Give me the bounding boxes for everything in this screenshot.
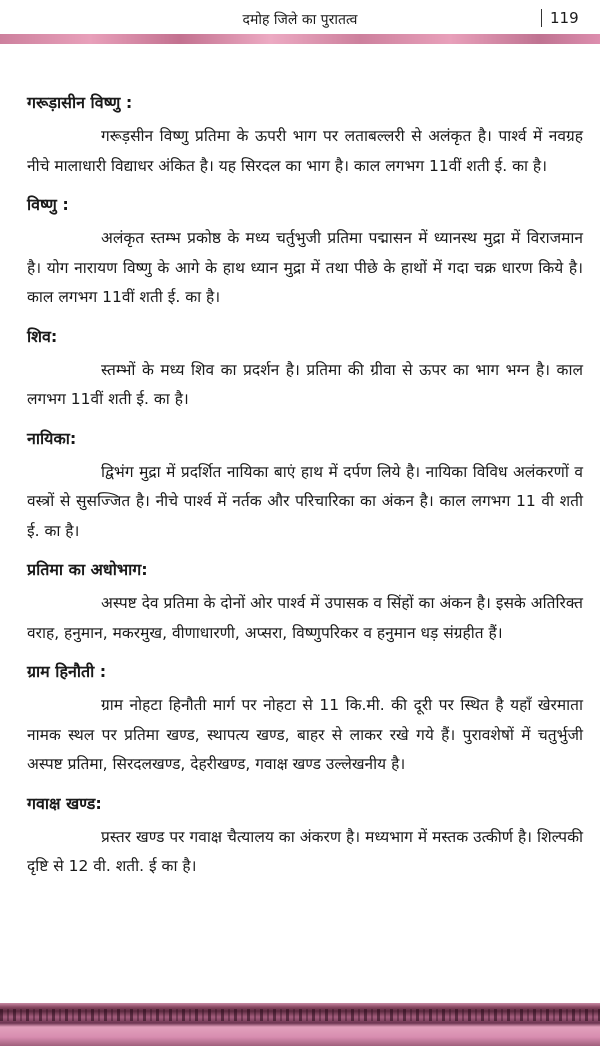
section-gram-hinauti	[27, 657, 583, 780]
book-title: दमोह जिले का पुरातत्व	[242, 12, 358, 28]
section-paragraph: अस्पष्ट देव प्रतिमा के दोनों ओर पार्श्व में उपासक व सिंहों का अंकन है। इसके अतिरिक्त वराह, हनुमान, मकरमुख, वीणाधारणी, अप्सरा, विष्णुपरिकर व हनुमान धड़ संग्रहीत हैं।	[27, 594, 583, 642]
section-garudasin-vishnu	[27, 88, 583, 181]
section-paragraph: स्तम्भों के मध्य शिव का प्रदर्शन है। प्रतिमा की ग्रीवा से ऊपर का भाग भग्न है। काल लगभग 11वीं शती ई. का है।	[27, 360, 583, 408]
section-heading: गवाक्ष खण्ड:	[27, 793, 102, 813]
section-heading: नायिका:	[27, 428, 77, 448]
section-heading: शिव:	[27, 326, 58, 346]
section-pratima-adhobhag	[27, 555, 583, 648]
section-heading: विष्णु :	[27, 195, 69, 214]
decorative-footer-band	[0, 1003, 600, 1046]
section-gavaksh-khand	[27, 789, 583, 882]
section-nayika	[27, 424, 583, 547]
section-paragraph: द्विभंग मुद्रा में प्रदर्शित नायिका बाएं हाथ में दर्पण लिये है। नायिका विविध अलंकरणों व वस्त्रों से सुसज्जित है। नीचे पार्श्व में नर्तक और परिचारिका का अंकन है। काल लगभग 11 वी शती ई. का है।	[27, 462, 583, 540]
section-paragraph: गरूड़सीन विष्णु प्रतिमा के ऊपरी भाग पर लताबल्लरी से अलंकृत है। पार्श्व में नवग्रह नीचे मालाधारी विद्याधर अंकित है। यह सिरदल का भाग है। काल लगभग 11वीं शती ई. का है।	[27, 127, 583, 175]
section-shiva	[27, 322, 583, 415]
section-paragraph: ग्राम नोहटा हिनौती मार्ग पर नोहटा से 11 कि.मी. की दूरी पर स्थित है यहाँ खेरमाता नामक स्थल पर प्रतिमा खण्ड, स्थापत्य खण्ड, बाहर से लाकर रखे गये हैं। पुरावशेषों में चतुर्भुजी अस्पष्ट प्रतिमा, सिरदलखण्ड, देहरीखण्ड, गवाक्ष खण्ड उल्लेखनीय है।	[27, 696, 583, 773]
section-heading: गरूड़ासीन विष्णु :	[27, 93, 133, 112]
section-heading: ग्राम हिनौती :	[27, 662, 107, 681]
section-heading: प्रतिमा का अधोभाग:	[27, 560, 148, 579]
page-number: 119	[541, 9, 579, 27]
section-paragraph: अलंकृत स्तम्भ प्रकोष्ठ के मध्य चर्तुभुजी प्रतिमा पद्मासन में ध्यानस्थ मुद्रा में विराजमान है। योग नारायण विष्णु के आगे के हाथ ध्यान मुद्रा में तथा पीछे के हाथों में गदा चक्र धारण किये है। काल लगभग 11वीं शती ई. का है।	[27, 229, 583, 306]
decorative-header-band	[0, 34, 600, 44]
section-paragraph: प्रस्तर खण्ड पर गवाक्ष चैत्यालय का अंकरण है। मध्यभाग में मस्तक उत्कीर्ण है। शिल्पकी दृष्टि से 12 वी. शती. ई का है।	[27, 827, 583, 875]
section-vishnu	[27, 190, 583, 313]
page-body	[27, 88, 583, 891]
